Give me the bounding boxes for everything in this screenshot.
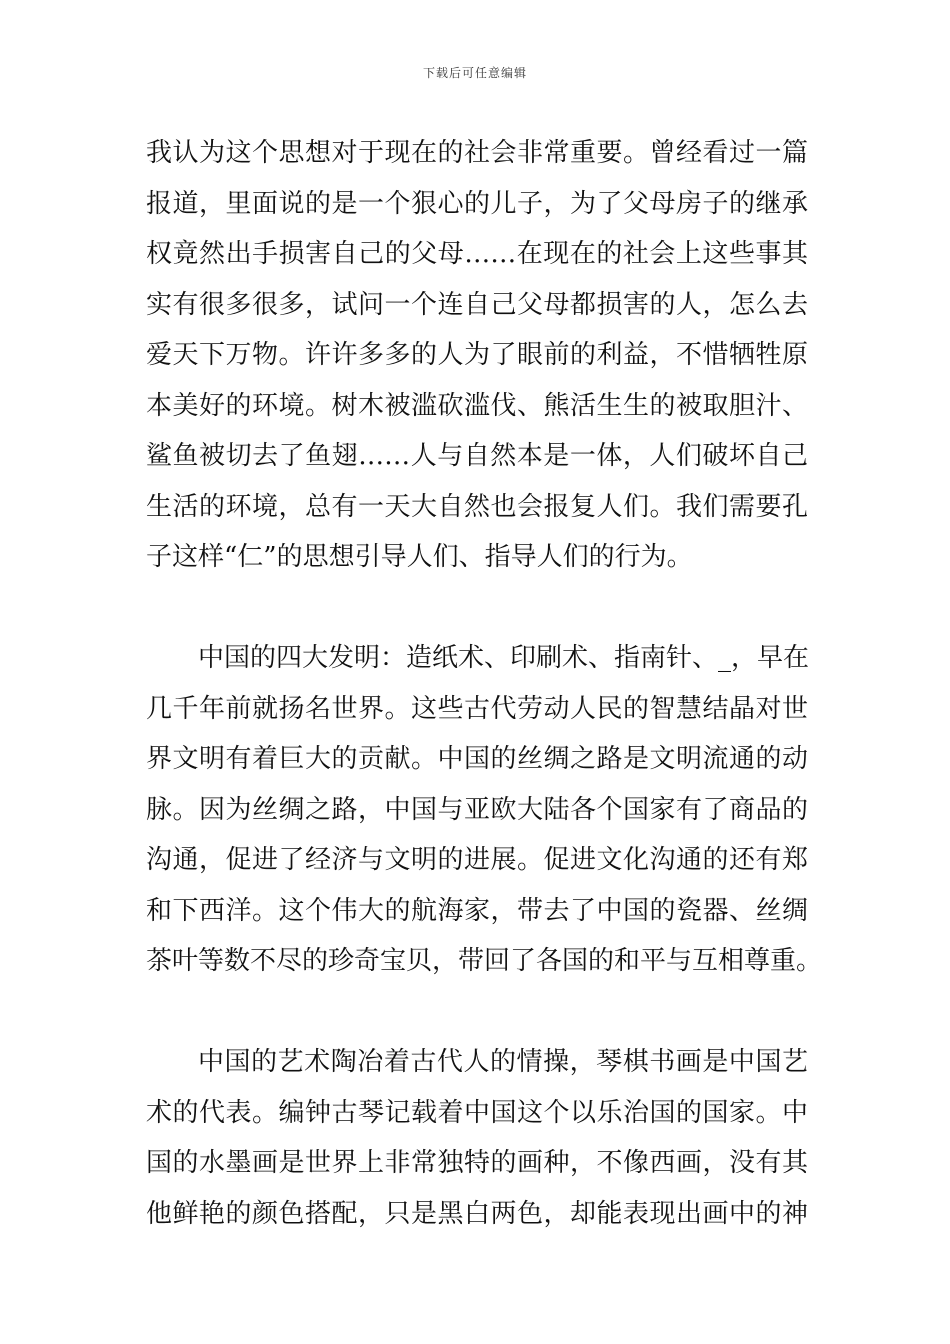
document-body [146,128,823,1239]
header-note: 下载后可任意编辑 [422,66,527,80]
text-line: 术的代表。编钟古琴记载着中国这个以乐治国的国家。中 [146,1097,808,1128]
text-line: 几千年前就扬名世界。这些古代劳动人民的智慧结晶对世 [146,693,808,724]
text-line: 鲨鱼被切去了鱼翅……人与自然本是一体，人们破坏自己 [146,441,808,471]
text-line: 茶叶等数不尽的珍奇宝贝，带回了各国的和平与互相尊重。 [146,946,823,976]
text-line: 和下西洋。这个伟大的航海家，带去了中国的瓷器、丝绸 [146,895,808,926]
text-line: 生活的环境，总有一天大自然也会报复人们。我们需要孔 [146,491,808,522]
text-line: 权竟然出手损害自己的父母……在现在的社会上这些事其 [146,239,808,269]
text-line: 中国的四大发明：造纸术、印刷术、指南针、_，早在 [198,643,810,673]
text-line: 沟通，促进了经济与文明的进展。促进文化沟通的还有郑 [146,845,808,875]
text-line: 爱天下万物。许许多多的人为了眼前的利益，不惜牺牲原 [146,340,808,370]
paragraph-spacer [146,987,808,1038]
paragraph-1 [146,128,808,583]
text-line: 界文明有着巨大的贡献。中国的丝绸之路是文明流通的动 [146,744,808,774]
text-line: 他鲜艳的颜色搭配，只是黑白两色，却能表现出画中的神 [146,1198,808,1229]
text-line: 国的水墨画是世界上非常独特的画种，不像西画，没有其 [146,1148,808,1178]
text-line: 报道，里面说的是一个狠心的儿子，为了父母房子的继承 [146,188,808,219]
paragraph-2 [146,633,823,987]
text-line: 子这样“仁”的思想引导人们、指导人们的行为。 [146,542,693,572]
text-line: 本美好的环境。树木被滥砍滥伐、熊活生生的被取胆汁、 [146,390,808,421]
text-line: 脉。因为丝绸之路，中国与亚欧大陆各个国家有了商品的 [146,794,808,825]
text-line: 我认为这个思想对于现在的社会非常重要。曾经看过一篇 [146,138,808,168]
text-line: 实有很多很多，试问一个连自己父母都损害的人，怎么去 [146,289,808,320]
paragraph-spacer [146,583,808,634]
paragraph-3 [146,1037,808,1239]
text-line: 中国的艺术陶冶着古代人的情操，琴棋书画是中国艺 [198,1047,808,1077]
